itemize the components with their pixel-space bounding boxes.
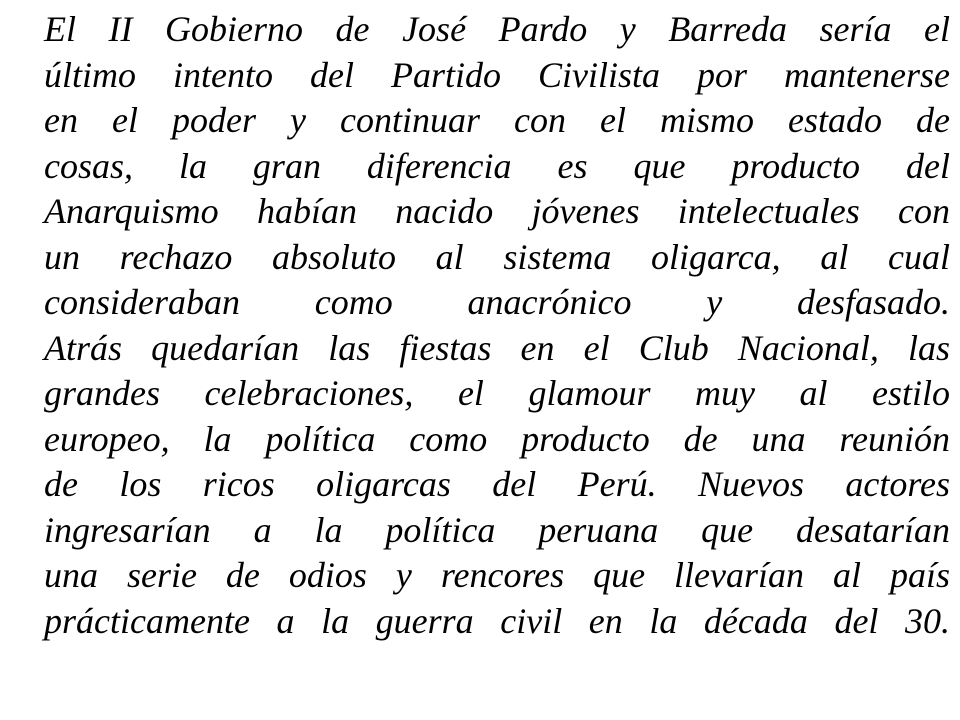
paragraph-line-5: Anarquismo habían nacido jóvenes intelectuales con (44, 191, 950, 231)
paragraph-line-8: Atrás quedarían las fiestas en el Club Nacional, las (44, 327, 950, 368)
paragraph-line-12: ingresarían a la política peruana que desatarían (44, 509, 950, 550)
paragraph-line-14: prácticamente a la guerra civil en la década del 30. (44, 600, 950, 641)
paragraph-line-10: europeo, la política como producto de una reunión (44, 418, 950, 459)
paragraph-line-7: consideraban como anacrónico y desfasado. (44, 282, 950, 322)
paragraph-line-4: cosas, la gran diferencia es que producto del (44, 145, 950, 186)
paragraph-line-11: de los ricos oligarcas del Perú. Nuevos actores (44, 464, 950, 504)
paragraph-line-1: El II Gobierno de José Pardo y Barreda sería el (44, 9, 950, 49)
paragraph-line-2: último intento del Partido Civilista por mantenerse (44, 54, 950, 95)
paragraph-line-3: en el poder y continuar con el mismo estado de (44, 100, 950, 140)
paragraph-line-13: una serie de odios y rencores que llevarían al país (44, 555, 950, 595)
body-paragraph (44, 7, 950, 644)
paragraph-line-9: grandes celebraciones, el glamour muy al estilo (44, 373, 950, 413)
paragraph-line-6: un rechazo absoluto al sistema oligarca, al cual (44, 236, 950, 277)
